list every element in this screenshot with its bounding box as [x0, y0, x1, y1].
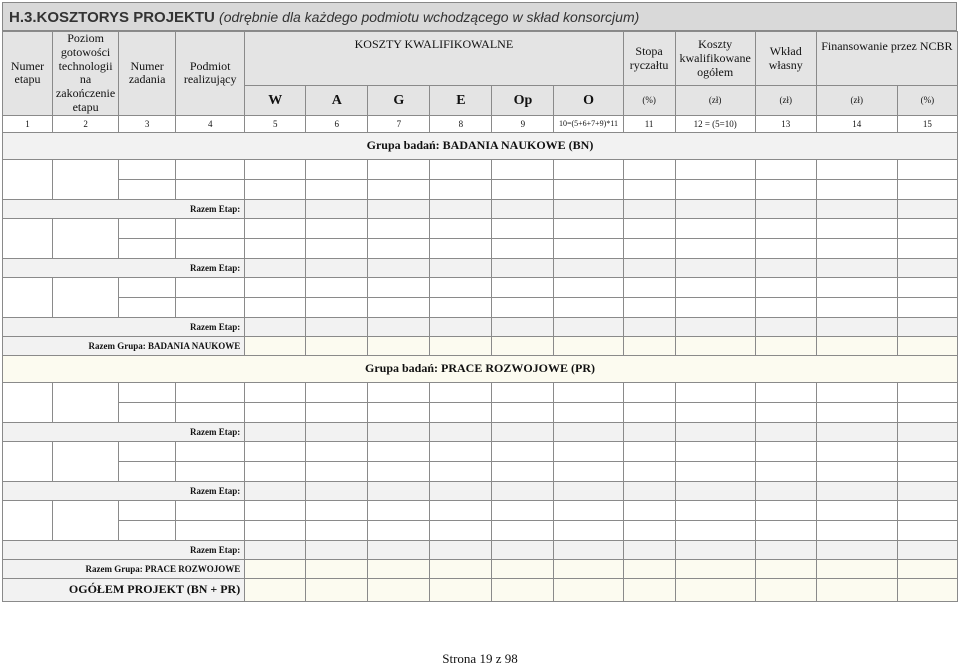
stage-sum-row — [3, 422, 958, 441]
col-header-o: O — [554, 86, 623, 115]
col-header-poziom-gotowosci: Poziom gotowości technologii na zakończenie etapu — [53, 32, 119, 116]
stage-cell[interactable] — [3, 382, 53, 422]
col-header-podmiot: Podmiot realizujący — [176, 32, 245, 116]
total-label: OGÓŁEM PROJEKT (BN + PR) — [3, 578, 245, 601]
group-sum-row — [3, 336, 958, 355]
stage-sum-row — [3, 258, 958, 277]
stage-block — [3, 441, 958, 500]
task-cell[interactable] — [119, 277, 176, 297]
group-sum-label-pr: Razem Grupa: PRACE ROZWOJOWE — [3, 559, 245, 578]
task-cell[interactable] — [119, 382, 176, 402]
task-cell[interactable] — [119, 179, 176, 199]
title-subtitle: (odrębnie dla każdego podmiotu wchodzącego w skład konsorcjum) — [219, 9, 640, 25]
task-cell[interactable] — [119, 402, 176, 422]
budget-table — [2, 31, 958, 602]
col-number: 9 — [492, 115, 554, 132]
col-number: 6 — [306, 115, 368, 132]
stage-sum-label: Razem Etap: — [3, 199, 245, 218]
stage-sum-row — [3, 481, 958, 500]
stage-block — [3, 500, 958, 559]
col-number: 2 — [53, 115, 119, 132]
col-number: 1 — [3, 115, 53, 132]
col-header-numer-zadania: Numer zadania — [119, 32, 176, 116]
stage-cell[interactable] — [3, 277, 53, 317]
col-header-e: E — [430, 86, 492, 115]
group-label-pr: Grupa badań: PRACE ROZWOJOWE (PR) — [3, 355, 958, 382]
total-row — [3, 578, 958, 601]
col-header-finansowanie: Finansowanie przez NCBR — [816, 32, 957, 86]
stage-sum-label: Razem Etap: — [3, 317, 245, 336]
col-header-op: Op — [492, 86, 554, 115]
unit-percent: (%) — [623, 86, 675, 115]
document-title-bar — [2, 2, 957, 31]
group-header-row — [3, 132, 958, 159]
task-cell[interactable] — [119, 218, 176, 238]
col-header-wklad: Wkład własny — [755, 32, 816, 86]
trl-cell[interactable] — [53, 441, 119, 481]
task-cell[interactable] — [119, 520, 176, 540]
stage-cell[interactable] — [3, 500, 53, 540]
col-number: 12 = (5=10) — [675, 115, 755, 132]
stage-sum-label: Razem Etap: — [3, 258, 245, 277]
stage-sum-row — [3, 199, 958, 218]
trl-cell[interactable] — [53, 382, 119, 422]
group-label-bn: Grupa badań: BADANIA NAUKOWE (BN) — [3, 132, 958, 159]
task-cell[interactable] — [119, 441, 176, 461]
group-header-row — [3, 355, 958, 382]
trl-cell[interactable] — [53, 159, 119, 199]
stage-block — [3, 277, 958, 336]
stage-block — [3, 159, 958, 218]
col-number: 7 — [368, 115, 430, 132]
task-cell[interactable] — [119, 159, 176, 179]
column-number-row — [3, 115, 958, 132]
col-header-koszty-kwalifikowalne: KOSZTY KWALIFIKOWALNE — [245, 32, 623, 86]
col-header-koszty-ogolem: Koszty kwalifikowane ogółem — [675, 32, 755, 86]
trl-cell[interactable] — [53, 500, 119, 540]
stage-cell[interactable] — [3, 218, 53, 258]
group-sum-label-bn: Razem Grupa: BADANIA NAUKOWE — [3, 336, 245, 355]
task-cell[interactable] — [119, 461, 176, 481]
title-code: H.3.KOSZTORYS PROJEKTU — [9, 9, 215, 26]
page-number: Strona 19 z 98 — [442, 651, 518, 666]
stage-sum-row — [3, 540, 958, 559]
unit-zl: (zł) — [755, 86, 816, 115]
col-number: 10=(5+6+7+9)*11 — [554, 115, 623, 132]
stage-sum-label: Razem Etap: — [3, 540, 245, 559]
stage-sum-label: Razem Etap: — [3, 481, 245, 500]
document-title — [9, 9, 639, 26]
stage-block — [3, 382, 958, 441]
task-cell[interactable] — [119, 500, 176, 520]
stage-block — [3, 218, 958, 277]
stage-cell[interactable] — [3, 441, 53, 481]
col-header-w: W — [245, 86, 306, 115]
col-number: 14 — [816, 115, 897, 132]
unit-zl: (zł) — [675, 86, 755, 115]
col-number: 8 — [430, 115, 492, 132]
stage-cell[interactable] — [3, 159, 53, 199]
col-number: 13 — [755, 115, 816, 132]
col-header-numer-etapu: Numer etapu — [3, 32, 53, 116]
col-number: 15 — [897, 115, 957, 132]
col-header-g: G — [368, 86, 430, 115]
col-number: 11 — [623, 115, 675, 132]
task-cell[interactable] — [119, 297, 176, 317]
col-number: 3 — [119, 115, 176, 132]
col-number: 4 — [176, 115, 245, 132]
col-header-stopa: Stopa ryczałtu — [623, 32, 675, 86]
stage-sum-row — [3, 317, 958, 336]
unit-percent: (%) — [897, 86, 957, 115]
group-sum-row — [3, 559, 958, 578]
col-number: 5 — [245, 115, 306, 132]
col-header-a: A — [306, 86, 368, 115]
trl-cell[interactable] — [53, 218, 119, 258]
stage-sum-label: Razem Etap: — [3, 422, 245, 441]
trl-cell[interactable] — [53, 277, 119, 317]
unit-zl: (zł) — [816, 86, 897, 115]
task-cell[interactable] — [119, 238, 176, 258]
